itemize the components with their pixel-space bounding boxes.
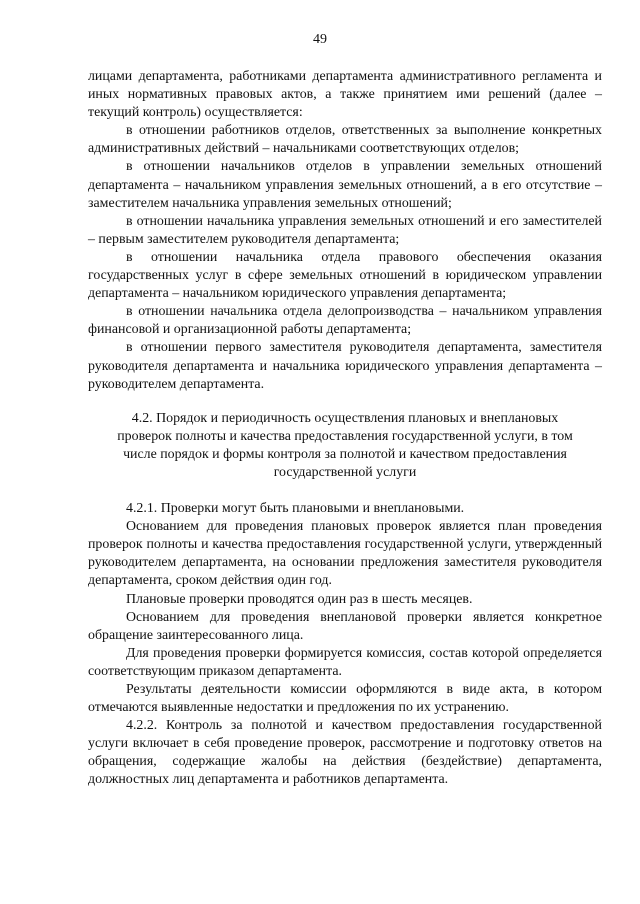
paragraph: в отношении первого заместителя руководителя департамента, заместителя руководителя департамента и начальника юридического управления департамента – руководителем департамента. xyxy=(88,340,602,392)
paragraph: Плановые проверки проводятся один раз в шесть месяцев. xyxy=(126,591,473,607)
paragraph: Результаты деятельности комиссии оформляются в виде акта, в котором отмечаются выявленные недостатки и предложения по их устранению. xyxy=(88,682,602,716)
paragraph: в отношении начальников отделов в управлении земельных отношений департамента – начальником управления земельных отношений, а в его отсутствие – заместителем начальника управления земельных отношений; xyxy=(88,159,602,211)
section-heading: 4.2. Порядок и периодичность осуществления плановых и внеплановых проверок полноты и качества предоставления государственной услуги, в том числе порядок и формы контроля за полнотой и качеством предоставления государственной услуги xyxy=(117,410,573,480)
paragraph: 4.2.2. Контроль за полнотой и качеством предоставления государственной услуги включает в себя проведение проверок, рассмотрение и подготовку ответов на обращения, содержащие жалобы на действия (бездействие) департамента, должностных лиц департамента и работников департамента. xyxy=(88,718,602,788)
paragraph: в отношении начальника отдела правового обеспечения оказания государственных услуг в сфере земельных отношений в юридическом управлении департамента – начальником юридического управления департамента; xyxy=(88,249,602,302)
paragraph: 4.2.1. Проверки могут быть плановыми и внеплановыми. xyxy=(126,501,465,517)
paragraph: в отношении работников отделов, ответственных за выполнение конкретных административных действий – начальниками соответствующих отделов; xyxy=(88,123,602,157)
paragraph: в отношении начальника управления земельных отношений и его заместителей – первым заместителем руководителя департамента; xyxy=(88,213,602,247)
page-number: 49 xyxy=(313,32,327,47)
document-body xyxy=(88,68,602,790)
paragraph: Основанием для проведения плановых проверок является план проведения проверок полноты и качества предоставления государственной услуги, утвержденный руководителем департамента, на основании предложения заместителя руководителя департамента, сроком действия один год. xyxy=(88,519,602,589)
paragraph: в отношении начальника отдела делопроизводства – начальником управления финансовой и организационной работы департамента; xyxy=(88,304,602,338)
paragraph: лицами департамента, работниками департамента административного регламента и иных нормативных правовых актов, а также принятием ими решений (далее – текущий контроль) осуществляется: xyxy=(88,69,602,121)
paragraph: Основанием для проведения внеплановой проверки является конкретное обращение заинтересованного лица. xyxy=(88,609,602,643)
paragraph: Для проведения проверки формируется комиссия, состав которой определяется соответствующим приказом департамента. xyxy=(88,645,602,679)
